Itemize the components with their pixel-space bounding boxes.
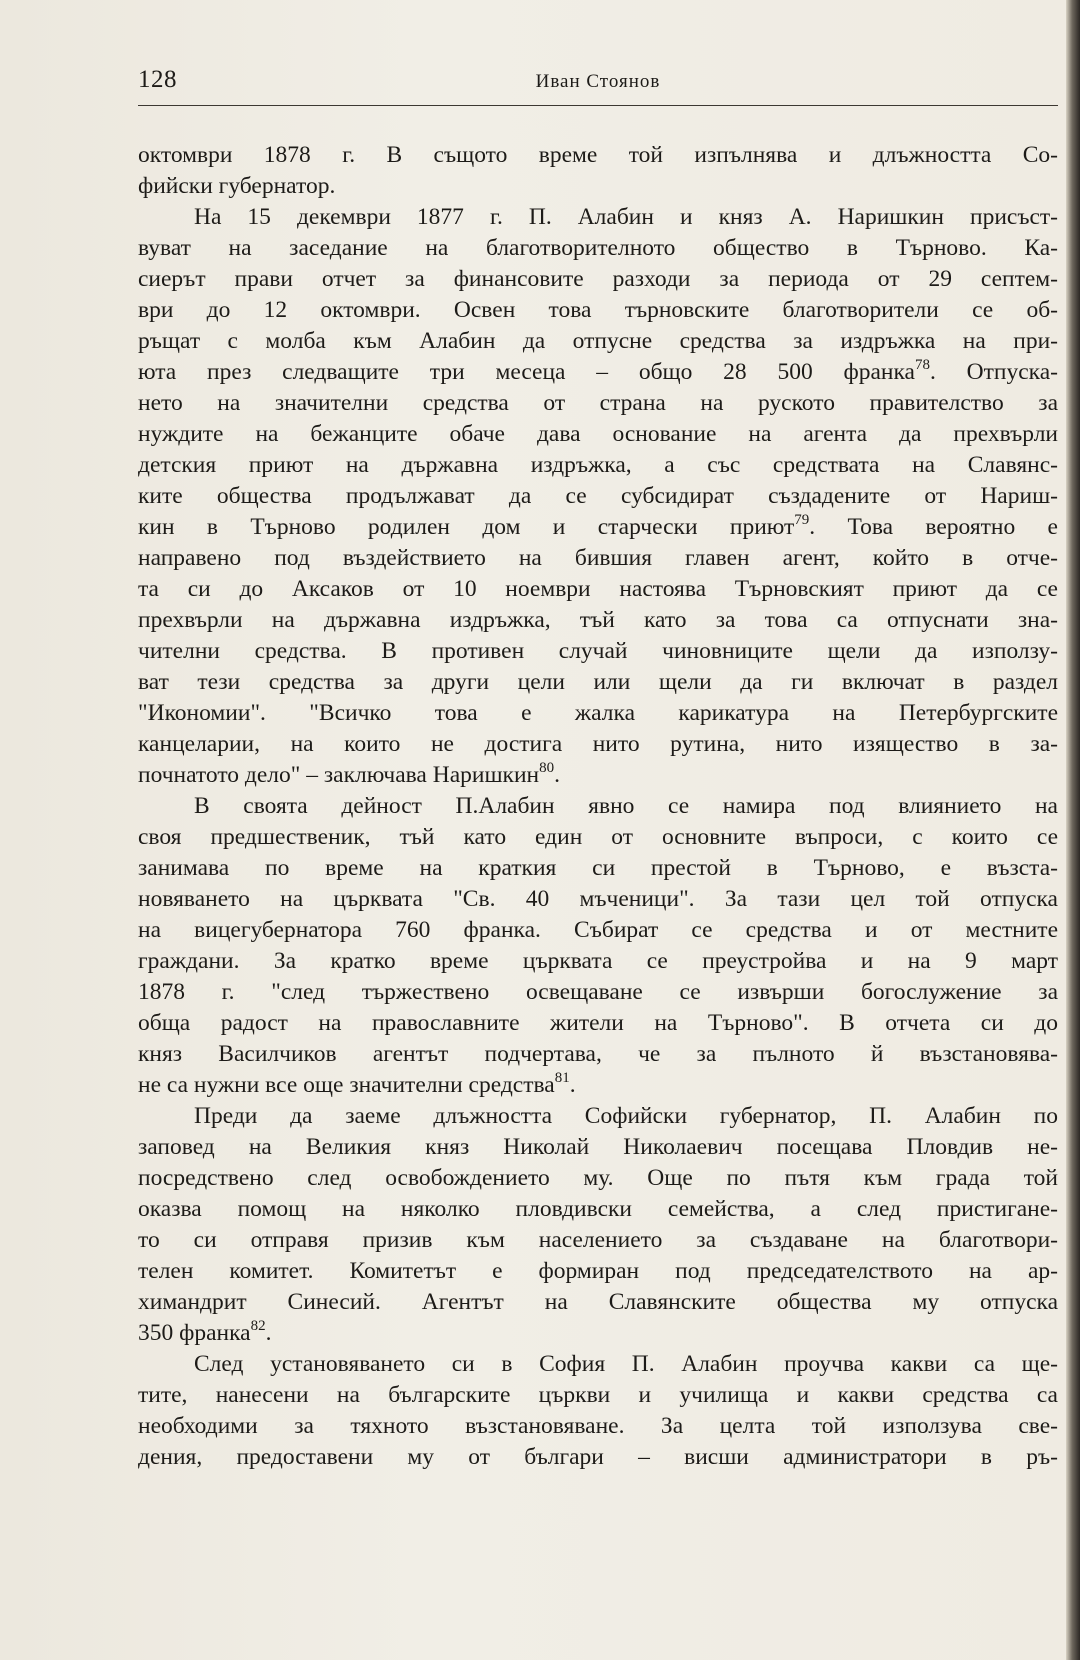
line-text: Преди да заеме длъжността Софийски губернатор, П. Алабин по — [194, 1103, 1058, 1129]
page-header — [138, 66, 1058, 104]
line-text: ръщат с молба към Алабин да отпусне средства за издръжка на при- — [138, 328, 1058, 354]
line-text: канцеларии, на които не достига нито рутина, нито изящество в за- — [138, 731, 1058, 757]
line-text: На 15 декември 1877 г. П. Алабин и княз А. Наришкин присъст- — [194, 204, 1058, 230]
line-text: нето на значителни средства от страна на руското правителство за — [138, 390, 1058, 416]
line-text: тите, нанесени на българските църкви и училища и какви средства са — [138, 1382, 1058, 1408]
text-line — [138, 1287, 1058, 1318]
line-text: ките общества продължават да се субсидират създадените от Нариш- — [138, 483, 1058, 509]
text-line — [138, 202, 1058, 233]
line-text-after-footnote: . Отпуска- — [930, 359, 1058, 385]
text-line — [138, 605, 1058, 636]
footnote-marker: 82 — [250, 1318, 266, 1334]
text-line — [138, 822, 1058, 853]
line-text: занимава по време на краткия си престой в Търново, е възста- — [138, 855, 1058, 881]
header-rule — [138, 105, 1058, 106]
text-line — [138, 419, 1058, 450]
text-line — [138, 264, 1058, 295]
line-text: на вицегубернатора 760 франка. Събират се средства и от местните — [138, 917, 1058, 943]
line-text: кин в Търново родилен дом и старчески приют — [138, 514, 795, 540]
text-line — [138, 1039, 1058, 1070]
text-line — [138, 1318, 1058, 1349]
text-line — [138, 667, 1058, 698]
text-line — [138, 233, 1058, 264]
line-text: ври до 12 октомври. Освен това търновските благотворители се об- — [138, 297, 1058, 323]
text-line — [138, 760, 1058, 791]
text-line — [138, 1101, 1058, 1132]
line-text: детския приют на държавна издръжка, а със средствата на Славянс- — [138, 452, 1058, 478]
line-text: необходими за тяхното възстановяване. За целта той използува све- — [138, 1413, 1058, 1439]
footnote-marker: 78 — [915, 357, 930, 373]
text-line — [138, 140, 1058, 171]
page-edge-shadow — [1066, 0, 1080, 1660]
line-text: След установяването си в София П. Алабин проучва какви са ще- — [194, 1351, 1058, 1377]
line-text: прехвърли на държавна издръжка, тъй като за това са отпуснати зна- — [138, 607, 1058, 633]
line-text: то си отправя призив към населението за създаване на благотвори- — [138, 1227, 1058, 1253]
text-line — [138, 450, 1058, 481]
line-text: княз Василчиков агентът подчертава, че за пълното й възстановява- — [138, 1041, 1058, 1067]
footnote-marker: 79 — [794, 512, 810, 528]
page-number: 128 — [138, 66, 177, 93]
line-text: В своята дейност П.Алабин явно се намира под влиянието на — [194, 793, 1058, 819]
text-line — [138, 388, 1058, 419]
text-line — [138, 915, 1058, 946]
text-line — [138, 946, 1058, 977]
line-text: чителни средства. В противен случай чиновниците щели да използу- — [138, 638, 1058, 664]
line-text: та си до Аксаков от 10 ноември настоява Търновският приют да се — [138, 576, 1058, 602]
text-line — [138, 481, 1058, 512]
text-line — [138, 1442, 1058, 1473]
line-text: не са нужни все още значителни средства — [138, 1072, 555, 1098]
text-line — [138, 1070, 1058, 1101]
text-line — [138, 1411, 1058, 1442]
line-text: вуват на заседание на благотворителното общество в Търново. Ка- — [138, 235, 1058, 261]
text-line — [138, 977, 1058, 1008]
line-text: телен комитет. Комитетът е формиран под председателството на ар- — [138, 1258, 1058, 1284]
text-line — [138, 791, 1058, 822]
text-line — [138, 326, 1058, 357]
line-text: граждани. За кратко време църквата се преустройва и на 9 март — [138, 948, 1058, 974]
line-text: "Икономии". "Всичко това е жалка карикатура на Петербургските — [138, 700, 1058, 726]
line-text: заповед на Великия княз Николай Николаевич посещава Пловдив не- — [138, 1134, 1058, 1160]
line-text: обща радост на православните жители на Търново". В отчета си до — [138, 1010, 1058, 1036]
text-line — [138, 512, 1058, 543]
line-text-after-footnote: . Това вероятно е — [809, 514, 1058, 540]
line-text: химандрит Синесий. Агентът на Славянските общества му отпуска — [138, 1289, 1058, 1315]
line-text-after-footnote: . — [569, 1072, 576, 1098]
body-text — [138, 140, 1058, 1473]
line-text: направено под въздействието на бившия главен агент, който в отче- — [138, 545, 1058, 571]
line-text: посредствено след освобождението му. Още по пътя към града той — [138, 1165, 1058, 1191]
text-line — [138, 1008, 1058, 1039]
text-line — [138, 574, 1058, 605]
line-text: дения, предоставени му от българи – висши администратори в ръ- — [138, 1444, 1058, 1470]
text-line — [138, 1225, 1058, 1256]
line-text: октомври 1878 г. В същото време той изпълнява и длъжността Со- — [138, 142, 1058, 168]
line-text: юта през следващите три месеца – общо 28 500 франка — [138, 359, 915, 385]
line-text: ват тези средства за други цели или щели да ги включат в раздел — [138, 669, 1058, 695]
line-text-after-footnote: . — [554, 762, 561, 788]
text-line — [138, 636, 1058, 667]
text-line — [138, 295, 1058, 326]
line-text: почнатото дело" – заключава Наришкин — [138, 762, 540, 788]
text-line — [138, 357, 1058, 388]
text-line — [138, 1256, 1058, 1287]
text-line — [138, 1132, 1058, 1163]
text-line — [138, 1163, 1058, 1194]
line-text: оказва помощ на няколко пловдивски семейства, а след пристигане- — [138, 1196, 1058, 1222]
line-text: новяването на църквата "Св. 40 мъченици". За тази цел той отпуска — [138, 886, 1058, 912]
text-line — [138, 1349, 1058, 1380]
text-line — [138, 729, 1058, 760]
text-line — [138, 853, 1058, 884]
text-line — [138, 1380, 1058, 1411]
line-text: 1878 г. "след тържествено освещаване се извърши богослужение за — [138, 979, 1058, 1005]
line-text: нуждите на бежанците обаче дава основание на агента да прехвърли — [138, 421, 1058, 447]
text-line — [138, 884, 1058, 915]
line-text: 350 франка — [138, 1320, 251, 1346]
text-line — [138, 698, 1058, 729]
text-line — [138, 543, 1058, 574]
footnote-marker: 80 — [539, 760, 555, 776]
line-text: сиерът прави отчет за финансовите разходи за периода от 29 септем- — [138, 266, 1058, 292]
text-line — [138, 171, 1058, 202]
line-text: своя предшественик, тъй като един от основните въпроси, с които се — [138, 824, 1058, 850]
text-line — [138, 1194, 1058, 1225]
line-text-after-footnote: . — [265, 1320, 272, 1346]
line-text: фийски губернатор. — [138, 173, 336, 199]
running-head: Иван Стоянов — [535, 71, 661, 92]
footnote-marker: 81 — [554, 1070, 570, 1086]
